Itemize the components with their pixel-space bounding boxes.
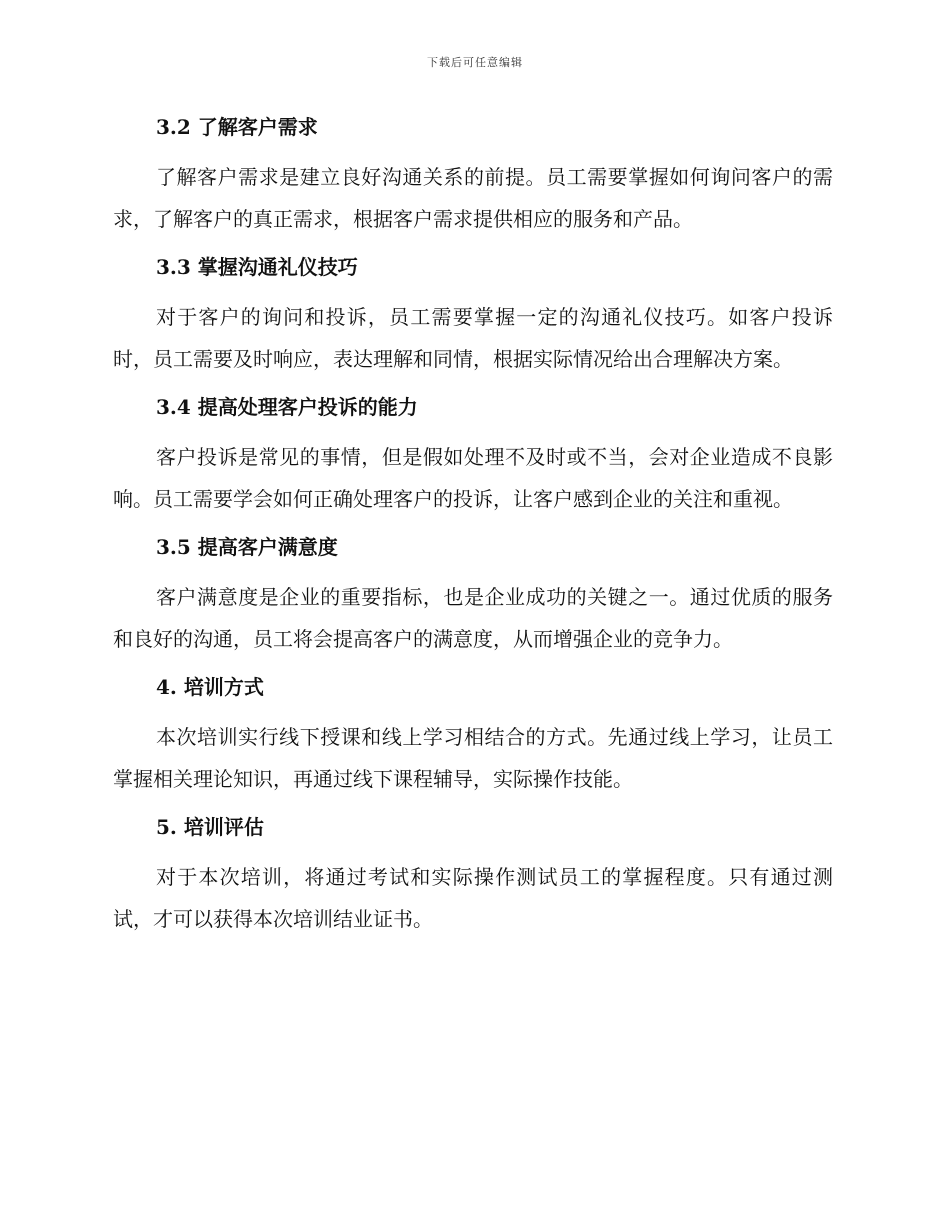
section-4 — [113, 672, 833, 800]
section-heading: 3.5 提高客户满意度 — [156, 535, 338, 559]
section-heading: 3.3 掌握沟通礼仪技巧 — [156, 255, 358, 279]
section-heading: 3.2 了解客户需求 — [156, 115, 318, 139]
section-paragraph: 对于客户的询问和投诉，员工需要掌握一定的沟通礼仪技巧。如客户投诉时，员工需要及时响应，表达理解和同情，根据实际情况给出合理解决方案。 — [113, 305, 833, 371]
section-3-3 — [113, 252, 833, 380]
section-3-5 — [113, 532, 833, 660]
section-3-4 — [113, 392, 833, 520]
section-paragraph: 客户满意度是企业的重要指标，也是企业成功的关键之一。通过优质的服务和良好的沟通，员工将会提高客户的满意度，从而增强企业的竞争力。 — [113, 585, 833, 651]
document-body — [113, 112, 833, 952]
section-3-2 — [113, 112, 833, 240]
section-heading: 4. 培训方式 — [156, 675, 264, 699]
section-5 — [113, 812, 833, 940]
section-heading: 3.4 提高处理客户投诉的能力 — [156, 395, 418, 419]
section-paragraph: 对于本次培训，将通过考试和实际操作测试员工的掌握程度。只有通过测试，才可以获得本次培训结业证书。 — [113, 865, 833, 931]
section-heading: 5. 培训评估 — [156, 815, 264, 839]
section-paragraph: 本次培训实行线下授课和线上学习相结合的方式。先通过线上学习，让员工掌握相关理论知识，再通过线下课程辅导，实际操作技能。 — [113, 725, 833, 791]
section-paragraph: 了解客户需求是建立良好沟通关系的前提。员工需要掌握如何询问客户的需求，了解客户的真正需求，根据客户需求提供相应的服务和产品。 — [113, 165, 833, 231]
section-paragraph: 客户投诉是常见的事情，但是假如处理不及时或不当，会对企业造成不良影响。员工需要学会如何正确处理客户的投诉，让客户感到企业的关注和重视。 — [113, 445, 833, 511]
page-header: 下载后可任意编辑 — [427, 56, 523, 69]
